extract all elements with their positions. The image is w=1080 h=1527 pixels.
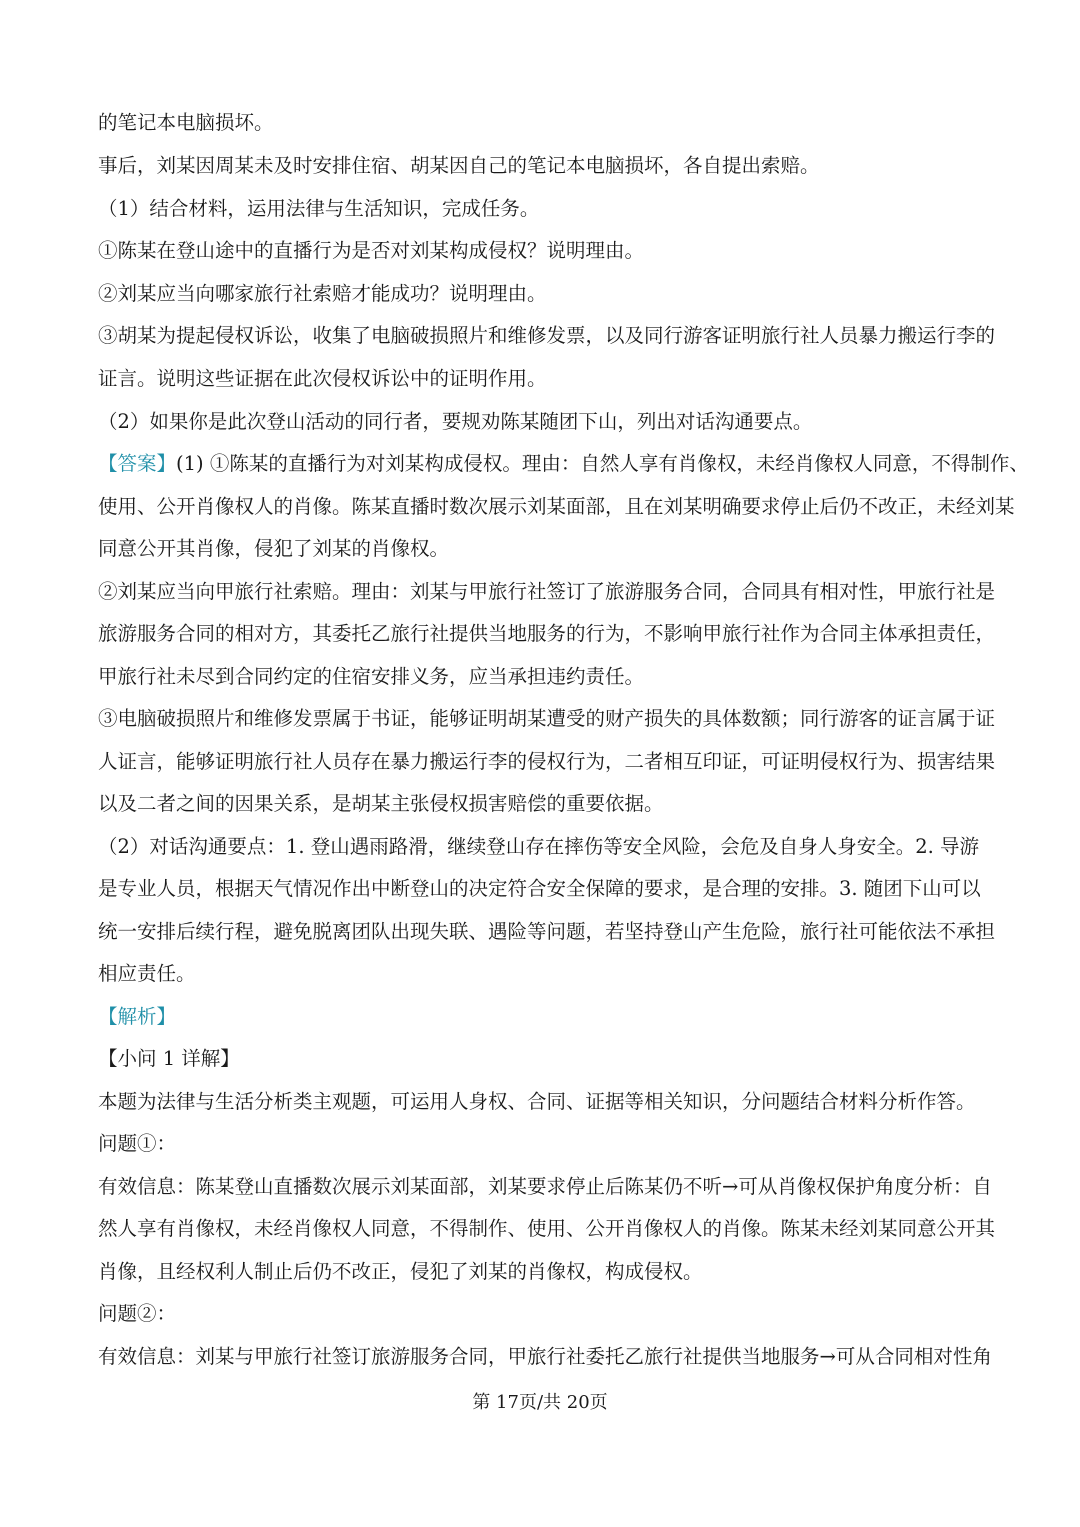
problem-1-heading: 问题①： — [98, 1132, 177, 1155]
text-line: 人证言，能够证明旅行社人员存在暴力搬运行李的侵权行为，二者相互印证，可证明侵权行为、损害结果 — [98, 750, 996, 773]
text-line: ③电脑破损照片和维修发票属于书证，能够证明胡某遭受的财产损失的具体数额；同行游客的证言属于证 — [98, 707, 996, 730]
text-line: 使用、公开肖像权人的肖像。陈某直播时数次展示刘某面部，且在刘某明确要求停止后仍不改正，未经刘某 — [98, 495, 1015, 518]
analysis-label: 【解析】 — [98, 1005, 177, 1028]
text-line: 然人享有肖像权，未经肖像权人同意，不得制作、使用、公开肖像权人的肖像。陈某未经刘某同意公开其 — [98, 1217, 996, 1240]
subquestion-heading: 【小问 1 详解】 — [98, 1047, 240, 1070]
question-1-heading: （1）结合材料，运用法律与生活知识，完成任务。 — [98, 197, 540, 220]
question-1-item-2: ②刘某应当向哪家旅行社索赔才能成功？说明理由。 — [98, 282, 547, 305]
text-line: 旅游服务合同的相对方，其委托乙旅行社提供当地服务的行为，不影响甲旅行社作为合同主体承担责任， — [98, 622, 996, 645]
text-line: 相应责任。 — [98, 962, 196, 985]
text-line: 本题为法律与生活分析类主观题，可运用人身权、合同、证据等相关知识，分问题结合材料分析作答。 — [98, 1090, 976, 1113]
question-2-heading: （2）如果你是此次登山活动的同行者，要规劝陈某随团下山，列出对话沟通要点。 — [98, 410, 813, 433]
question-1-item-1: ①陈某在登山途中的直播行为是否对刘某构成侵权？说明理由。 — [98, 239, 645, 262]
text-line: 有效信息：刘某与甲旅行社签订旅游服务合同，甲旅行社委托乙旅行社提供当地服务→可从合同相对性角 — [98, 1345, 992, 1368]
question-1-item-3: ③胡某为提起侵权诉讼，收集了电脑破损照片和维修发票，以及同行游客证明旅行社人员暴力搬运行李的 — [98, 324, 996, 347]
problem-2-heading: 问题②： — [98, 1302, 177, 1325]
text-line: 是专业人员，根据天气情况作出中断登山的决定符合安全保障的要求，是合理的安排。3. 随团下山可以 — [98, 877, 981, 900]
text-line: 的笔记本电脑损坏。 — [98, 111, 274, 134]
text-line: 证言。说明这些证据在此次侵权诉讼中的证明作用。 — [98, 367, 547, 390]
answer-label: 【答案】 — [98, 452, 177, 475]
text-line: 甲旅行社未尽到合同约定的住宿安排义务，应当承担违约责任。 — [98, 665, 645, 688]
text-line: 以及二者之间的因果关系，是胡某主张侵权损害赔偿的重要依据。 — [98, 792, 664, 815]
text-line: 事后，刘某因周某未及时安排住宿、胡某因自己的笔记本电脑损坏，各自提出索赔。 — [98, 154, 820, 177]
text-line: 统一安排后续行程，避免脱离团队出现失联、遇险等问题，若坚持登山产生危险，旅行社可能依法不承担 — [98, 920, 996, 943]
text-line: 同意公开其肖像，侵犯了刘某的肖像权。 — [98, 537, 450, 560]
answer-first-line: (1) ①陈某的直播行为对刘某构成侵权。理由：自然人享有肖像权，未经肖像权人同意，不得制作、 — [176, 452, 1029, 475]
text-line: 肖像，且经权利人制止后仍不改正，侵犯了刘某的肖像权，构成侵权。 — [98, 1260, 703, 1283]
text-line: ②刘某应当向甲旅行社索赔。理由：刘某与甲旅行社签订了旅游服务合同，合同具有相对性，甲旅行社是 — [98, 580, 996, 603]
text-line: （2）对话沟通要点：1. 登山遇雨路滑，继续登山存在摔伤等安全风险，会危及自身人身安全。2. 导游 — [98, 835, 980, 858]
text-line: 有效信息：陈某登山直播数次展示刘某面部，刘某要求停止后陈某仍不听→可从肖像权保护角度分析：自 — [98, 1175, 992, 1198]
answer-paragraph — [98, 451, 1029, 477]
page-number-footer: 第 17页/共 20页 — [472, 1392, 608, 1413]
